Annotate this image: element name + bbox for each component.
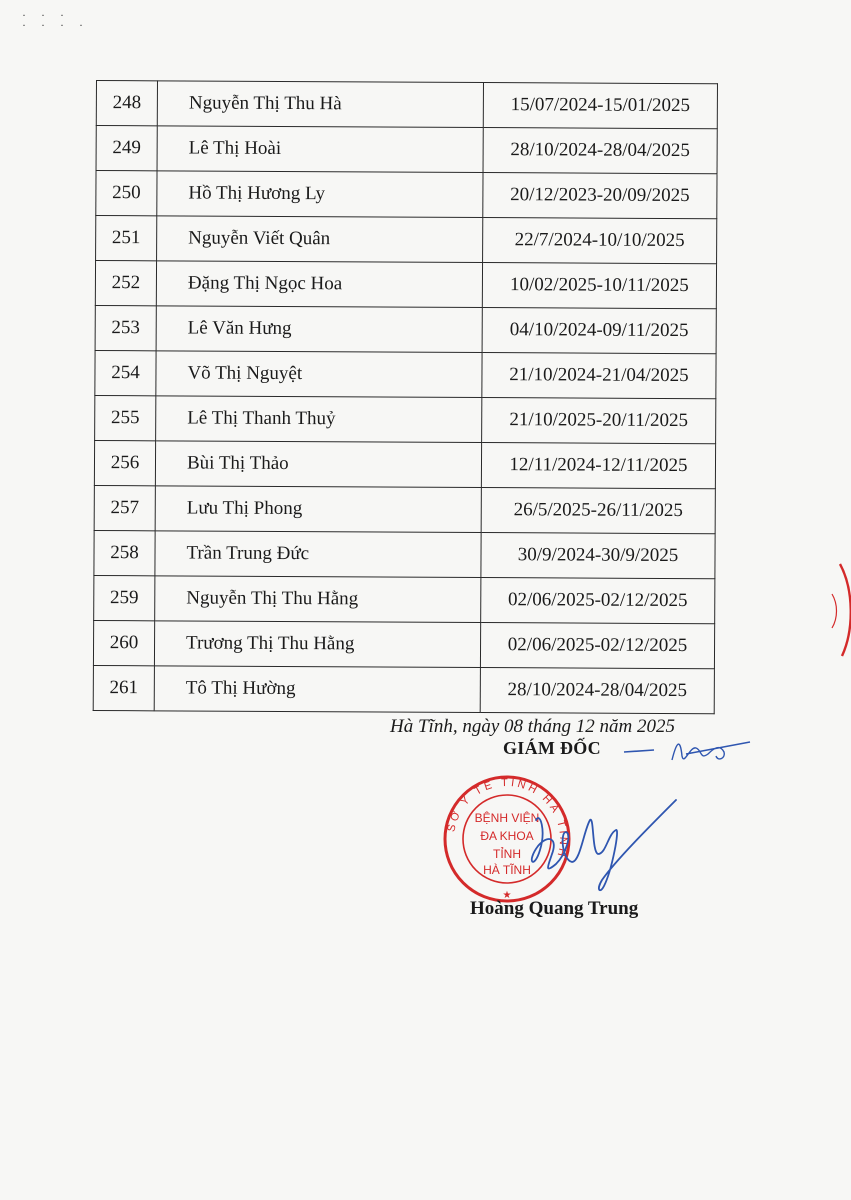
employee-name: Nguyễn Thị Thu Hằng	[155, 576, 481, 623]
row-number: 256	[94, 440, 155, 485]
row-number: 254	[95, 350, 156, 395]
edge-stamp-fragment	[820, 560, 851, 660]
period-range: 02/06/2025-02/12/2025	[480, 623, 714, 669]
signer-name: Hoàng Quang Trung	[470, 898, 639, 919]
row-number: 259	[94, 575, 155, 620]
table-row	[94, 575, 715, 623]
svg-text:TỈNH: TỈNH	[493, 847, 521, 861]
period-range: 26/5/2025-26/11/2025	[481, 488, 715, 534]
employee-name: Hồ Thị Hương Ly	[157, 171, 483, 218]
employee-name: Trần Trung Đức	[155, 531, 481, 578]
period-range: 22/7/2024-10/10/2025	[483, 218, 717, 264]
table-row	[93, 620, 714, 668]
table-row	[95, 350, 716, 398]
period-range: 04/10/2024-09/11/2025	[482, 308, 716, 354]
scan-speckles: · · · · · · ·	[22, 8, 89, 32]
svg-text:ĐA KHOA: ĐA KHOA	[480, 829, 534, 843]
staff-table-body	[93, 81, 717, 714]
period-range: 28/10/2024-28/04/2025	[480, 668, 714, 714]
period-range: 15/07/2024-15/01/2025	[483, 83, 717, 129]
row-number: 251	[96, 216, 157, 261]
initials-signature	[620, 726, 760, 776]
employee-name: Võ Thị Nguyệt	[156, 351, 482, 398]
employee-name: Bùi Thị Thảo	[155, 441, 481, 488]
row-number: 248	[96, 81, 157, 126]
table-row	[96, 171, 717, 219]
row-number: 252	[95, 261, 156, 306]
svg-text:★: ★	[502, 890, 512, 901]
employee-name: Lê Văn Hưng	[156, 306, 482, 353]
employee-name: Lê Thị Hoài	[157, 126, 483, 173]
row-number: 257	[94, 485, 155, 530]
row-number: 260	[93, 620, 154, 665]
row-number: 250	[96, 171, 157, 216]
table-row	[96, 81, 717, 129]
row-number: 255	[95, 395, 156, 440]
employee-name: Nguyễn Viết Quân	[157, 216, 483, 263]
employee-name: Lưu Thị Phong	[155, 486, 481, 533]
row-number: 253	[95, 305, 156, 350]
table-row	[96, 216, 717, 264]
period-range: 21/10/2025-20/11/2025	[482, 398, 716, 444]
employee-name: Lê Thị Thanh Thuỷ	[156, 396, 482, 443]
period-range: 30/9/2024-30/9/2025	[481, 533, 715, 579]
table-row	[95, 305, 716, 353]
row-number: 249	[96, 126, 157, 171]
period-range: 28/10/2024-28/04/2025	[483, 128, 717, 174]
svg-text:BỆNH VIỆN: BỆNH VIỆN	[474, 811, 540, 825]
svg-text:SỞ Y TẾ TỈNH HÀ TĨNH: SỞ Y TẾ TỈNH HÀ TĨNH	[445, 776, 570, 861]
table-row	[95, 395, 716, 443]
signer-title: GIÁM ĐỐC	[503, 738, 601, 758]
employee-name: Nguyễn Thị Thu Hà	[157, 81, 483, 128]
period-range: 12/11/2024-12/11/2025	[481, 443, 715, 489]
handwritten-signature	[500, 790, 690, 900]
table-row	[95, 261, 716, 309]
row-number: 258	[94, 530, 155, 575]
period-range: 20/12/2023-20/09/2025	[483, 173, 717, 219]
row-number: 261	[93, 665, 154, 710]
period-range: 10/02/2025-10/11/2025	[482, 263, 716, 309]
period-range: 21/10/2024-21/04/2025	[482, 353, 716, 399]
table-row	[94, 440, 715, 488]
table-row	[93, 665, 714, 713]
employee-name: Đặng Thị Ngọc Hoa	[156, 261, 482, 308]
period-range: 02/06/2025-02/12/2025	[481, 578, 715, 624]
employee-name: Tô Thị Hường	[154, 666, 480, 713]
table-row	[94, 485, 715, 533]
employee-name: Trương Thị Thu Hằng	[154, 621, 480, 668]
svg-text:HÀ TĨNH: HÀ TĨNH	[483, 863, 531, 877]
place-date-line: Hà Tĩnh, ngày 08 tháng 12 năm 2025	[390, 716, 675, 737]
staff-table	[93, 80, 718, 714]
table-row	[96, 126, 717, 174]
table-row	[94, 530, 715, 578]
